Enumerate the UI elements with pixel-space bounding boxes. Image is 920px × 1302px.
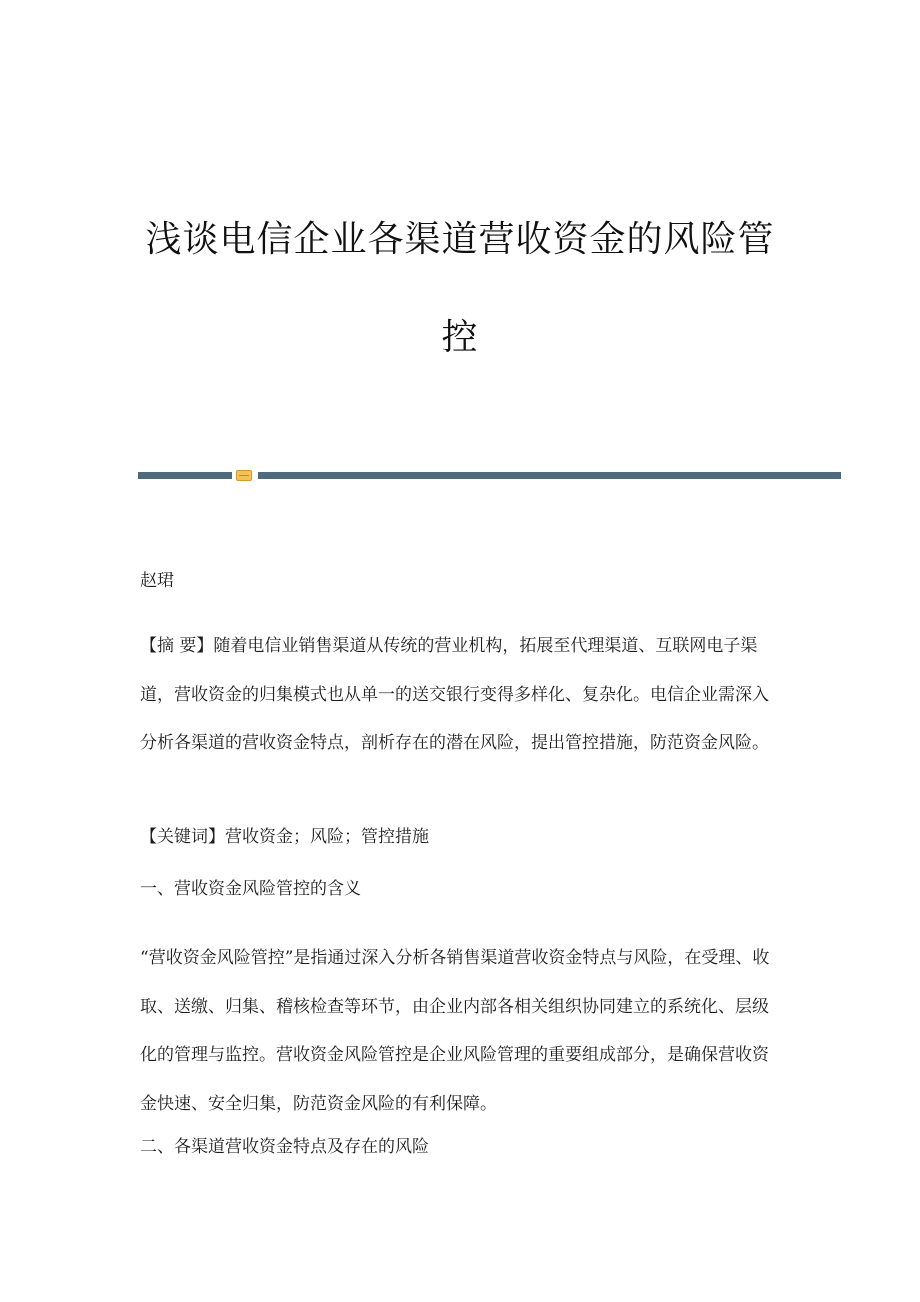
section-1-body: “营收资金风险管控”是指通过深入分析各销售渠道营收资金特点与风险，在受理、收取、送缴、归集、稽核检查等环节，由企业内部各相关组织协同建立的系统化、层级化的管理与监控。营收资金风险管控是企业风险管理的重要组成部分，是确保营收资金快速、安全归集，防范资金风险的有利保障。 [140, 948, 770, 1114]
document-title-line-1: 浅谈电信企业各渠道营收资金的风险管 [145, 219, 775, 260]
abstract-text: 随着电信业销售渠道从传统的营业机构，拓展至代理渠道、互联网电子渠道，营收资金的归集模式也从单一的送交银行变得多样化、复杂化。电信企业需深入分析各渠道的营收资金特点，剖析存在的潜在风险，提出管控措施，防范资金风险。 [140, 636, 769, 753]
document-title-line-2: 控 [441, 317, 479, 358]
title-divider [138, 470, 841, 482]
divider-ornament-icon [236, 470, 252, 481]
section-2-heading: 二、各渠道营收资金特点及存在的风险 [140, 1137, 429, 1157]
keywords-text: 营收资金；风险；管控措施 [225, 827, 429, 847]
author-name: 赵珺 [140, 571, 174, 591]
keywords-paragraph [140, 822, 780, 852]
section-1-heading: 一、营收资金风险管控的含义 [140, 879, 361, 899]
divider-bar-right [258, 472, 841, 479]
abstract-label: 【摘 要】 [140, 636, 214, 656]
abstract-paragraph [140, 622, 780, 768]
divider-bar-left [138, 472, 232, 479]
keywords-label: 【关键词】 [140, 827, 225, 847]
